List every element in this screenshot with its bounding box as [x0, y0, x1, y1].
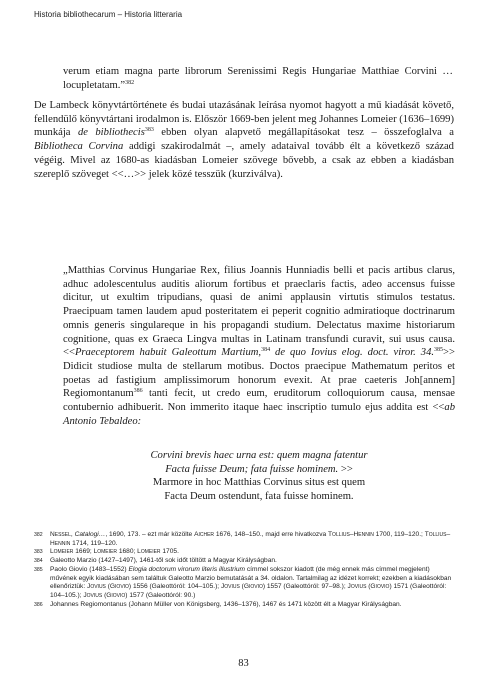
page-number: 83 [238, 658, 249, 669]
footnote-number: 385 [34, 566, 43, 573]
verse-line-2-tail: >> [338, 463, 353, 475]
quote2-text-3: tanti fecit, ut credo eum, eruditorum colloquiorum causa, mensae contubernio adhibuerit. Non immerito itaque haec inscriptio tumulo ejus addita est << [63, 388, 455, 414]
footnote-text: Jovius (Giovio) [347, 583, 392, 591]
footnote-text: 1669; [73, 548, 94, 556]
footnote-ref-383: 383 [144, 127, 154, 134]
footnotes [34, 531, 454, 609]
verse-line-2-text: Facta fuisse Deum; fata fuisse hominem. [165, 463, 339, 475]
footnote-text: 1556 (Galeottóról: 104–105.); [131, 583, 221, 591]
footnote-number: 383 [34, 549, 43, 556]
verse-line-1 [63, 449, 455, 463]
quote1-text: verum etiam magna parte librorum Serenissimi Regis Hungariae Matthiae Corvini … locupletatam.” [63, 66, 453, 91]
para-text-2: ebben olyan alapvető megállapításokat tesz – összefoglalva a [153, 127, 454, 139]
quote2-italic-3: ab Antonio Tebaldeo: [63, 402, 455, 427]
footnote-384 [34, 557, 454, 566]
footnote-ref-385: 385 [434, 347, 444, 354]
epitaph-verse [63, 449, 455, 504]
footnote-text: Johannes Regiomontanus (Johann Müller von Königsberg, 1436–1376), 1467 és 1471 között élt a Magyar Királyságban. [50, 600, 402, 608]
footnote-text: 1680; [116, 548, 138, 556]
footnote-385 [34, 566, 454, 601]
verse-line-4: Facta Deum ostendunt, fata fuisse hominem. [164, 491, 354, 503]
footnote-ref-384: 384 [261, 347, 271, 354]
footnote-text: 1557 (Galeottóról: 97–98.); [265, 583, 348, 591]
footnote-text: 1577 (Galeottóról: 90.) [127, 591, 196, 599]
verse-line-2 [63, 463, 455, 477]
footnote-386 [34, 601, 454, 610]
verse-line-3: Marmore in hoc Matthias Corvinus situs est quem [152, 477, 366, 489]
running-head: Historia bibliothecarum – Historia litteraria [34, 10, 183, 19]
footnote-text: , 1690, 173. – ezt már közölte [105, 531, 195, 538]
footnote-number: 382 [34, 532, 43, 538]
footnote-383 [34, 548, 454, 557]
footnote-text: Catalogi… [74, 531, 106, 538]
para-italic-de-bibliothecis: de bibliothecis [77, 127, 145, 139]
para-text-3: addigi szakirodalmát –, amely adataival tovább élt a következő század végéig. Mivel az 1680-as kiadásban Lomeier szövege bővebb, a csak az ebben a kiadásban szereplő szöveget <<…>> jelek közé tesszük (kurziválva). [34, 141, 454, 180]
footnote-text: Nessel [50, 531, 71, 538]
footnote-ref-386: 386 [133, 388, 143, 395]
footnote-text: Jovius (Giovio) [220, 583, 266, 591]
footnote-number: 386 [34, 601, 43, 608]
footnote-text: Paolo Giovio (1483–1552) [50, 565, 129, 573]
footnote-text: Tollius–Hennin [328, 531, 374, 538]
quote2-italic-2: de quo Iovius elog. doct. viror. 34. [270, 347, 435, 359]
footnote-ref-382: 382 [125, 79, 135, 86]
footnote-text: Lomeier [50, 548, 74, 556]
quote2-text-2: >> Didicit studiose multa de stellarum motibus. Doctos praecipue Mathematum peritos et poetas ad fastigium amplissimorum honorum evexit. At prae caeteris Joh[annem] Regiomontanum [63, 347, 455, 400]
footnote-382 [34, 531, 454, 548]
footnote-text: Tollius–Hennin [50, 531, 451, 547]
footnote-text: 1676, 148–150., majd erre hivatkozva [214, 531, 329, 538]
footnote-text: Jovius (Giovio) [87, 583, 132, 591]
block-quote-2 [63, 264, 455, 428]
footnote-text: , [70, 531, 75, 538]
footnote-text: 1571 (Galeottóról: 104–105.); [50, 583, 447, 599]
footnote-text: Elogia doctorum virorum literis illustrium [128, 565, 245, 573]
footnote-text: Lomeier [93, 548, 117, 556]
footnote-text: 1705. [160, 548, 179, 556]
footnote-text: 1700, 119–120.; [373, 531, 425, 538]
footnote-text: Galeotto Marzio (1427–1497), 1461-től sok időt töltött a Magyar Királyságban. [50, 557, 277, 565]
footnote-text: 1714, 119–120. [70, 539, 118, 547]
footnote-text: Lomeier [137, 548, 161, 556]
body-paragraph [34, 99, 454, 181]
block-quote-1 [63, 65, 453, 92]
quote2-text-1: „Matthias Corvinus Hungariae Rex, filius Joannis Hunniadis belli et pacis artibus clarus, adhuc adolescentulus auditis aliorum fortibus et praeclaris factis, adeo accensus fuisse dicitur, ut exultim tripudians, quasi de animi applausin virtutis stimulos testatus. Praecipuam tamen laudem apud posteritatem ei peperit cognitio admiratioque doctrinarum omnis generis singulareque in his propagandi studium. Delectatus maxime historiarum cognitione, quas ex Graeca Lingva multas in Latinam transfundi curavit, sui usus causa. << [63, 265, 455, 359]
footnote-text: Jovius (Giovio) [83, 591, 128, 599]
footnote-number: 384 [34, 558, 43, 565]
para-text-1: De Lambeck könyvtártörténete és budai utazásának leírása nyomot hagyott a mű kiadását követő, fellendülő könyvtártani irodalmon is. Először 1669-ben jelent meg Johannes Lomeier (1636–1699) munkája [34, 100, 454, 139]
para-italic-bibliotheca-corvina: Bibliotheca Corvina [34, 141, 124, 153]
footnote-text: Aicher [194, 531, 215, 538]
footnote-text: címmel sokszor kiadott (de még ennek más címmel megjelent) művének egyik kiadásában sem találtuk Galeotto Marzio bemutatását a 34. oldalon. Tartalmilag az idézet korrekt; ezekben a kiadásokban ellenőriztük: [50, 565, 452, 591]
verse-line-1-text: Corvini brevis haec urna est: quem magna fatentur [150, 450, 368, 461]
quote2-italic-1: Praeceptorem habuit Galeottum Martium, [74, 347, 262, 359]
